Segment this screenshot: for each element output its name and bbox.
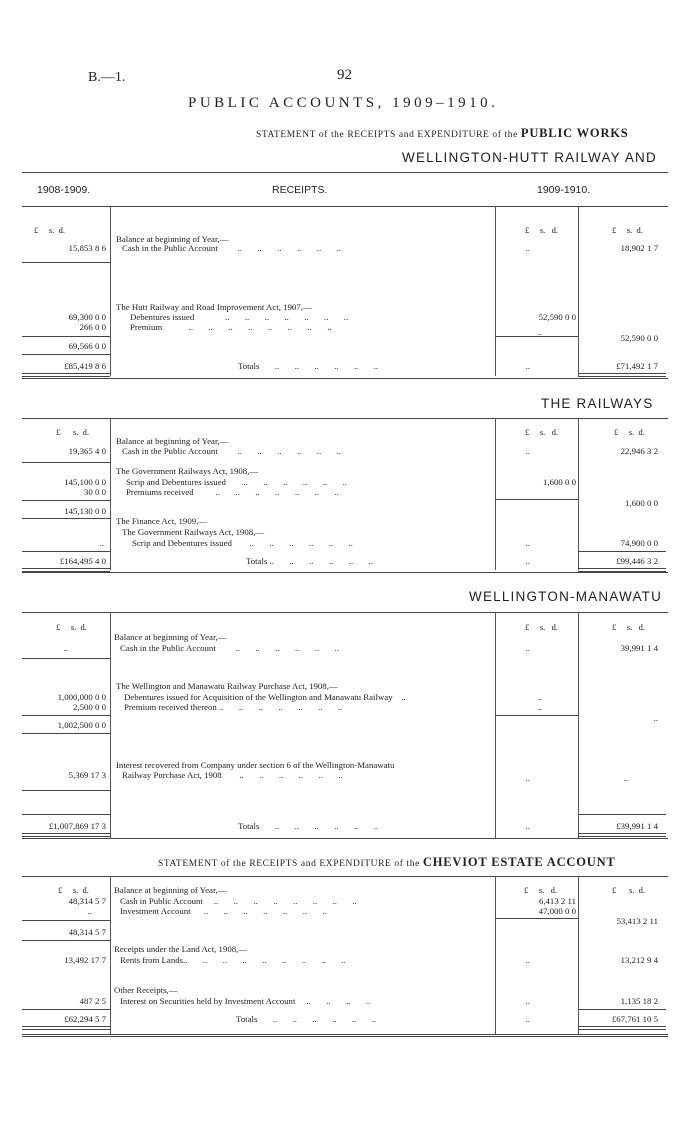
- cell-left-total: £1,007,869 17 3: [48, 821, 106, 831]
- cell-inner: ..: [525, 996, 530, 1006]
- cell-left: 30 0 0: [84, 487, 106, 497]
- row-label: Interest recovered from Company under section 6 of the Wellington-Manawatu: [116, 760, 395, 770]
- page-title: PUBLIC ACCOUNTS, 1909–1910.: [188, 95, 499, 111]
- row-label: Balance at beginning of Year,—: [114, 632, 227, 642]
- row-label: Interest on Securities held by Investment Account .. .. .. ..: [120, 996, 371, 1006]
- cell-left: ..: [87, 906, 92, 916]
- cell-left: 48,314 5 7: [68, 927, 106, 937]
- unit-header-right: £ s. d.: [612, 622, 646, 632]
- cell-left: ..: [99, 538, 104, 548]
- cell-inner: ..: [525, 556, 530, 566]
- unit-header-right: £ s. d.: [612, 885, 646, 895]
- cell-right: 52,590 0 0: [620, 333, 658, 343]
- cell-left: 1,000,000 0 0: [57, 692, 106, 702]
- col-header-receipts: RECEIPTS.: [272, 184, 328, 196]
- cell-inner: 6,413 2 11: [538, 896, 576, 906]
- cell-left: ..: [63, 643, 68, 653]
- cell-inner: ..: [525, 773, 530, 783]
- cell-inner: ..: [537, 327, 542, 337]
- section-title-wellington-manawatu: WELLINGTON-MANAWATU: [469, 589, 663, 604]
- cell-left: 19,365 4 0: [68, 446, 106, 456]
- cell-left-total: £85,419 8 6: [64, 361, 106, 371]
- cell-left: 266 0 0: [79, 322, 106, 332]
- cell-right: 74,900 0 0: [620, 538, 658, 548]
- cell-left: 15,853 8 6: [68, 243, 106, 253]
- row-label: The Government Railways Act, 1908,—: [122, 527, 265, 537]
- row-label: Scrip and Debentures issued .. .. .. .. .. ..: [132, 538, 353, 548]
- row-label: Balance at beginning of Year,—: [114, 885, 227, 895]
- statement-heading-cheviot: STATEMENT of the RECEIPTS and EXPENDITURE of the CHEVIOT ESTATE ACCOUNT: [158, 855, 616, 869]
- cell-inner: ..: [537, 702, 542, 712]
- cell-left: 13,492 17 7: [64, 955, 106, 965]
- cell-left: 69,566 0 0: [68, 341, 106, 351]
- cell-inner: 52,590 0 0: [538, 312, 576, 322]
- cell-inner: 47,000 0 0: [538, 906, 576, 916]
- row-label: The Government Railways Act, 1908,—: [116, 466, 259, 476]
- unit-header-left: £ s. d.: [58, 885, 89, 895]
- row-label: Receipts under the Land Act, 1908,—: [114, 944, 248, 954]
- cell-inner: ..: [537, 692, 542, 702]
- cell-inner: ..: [525, 243, 530, 253]
- cell-inner: ..: [525, 1014, 530, 1024]
- page-ref: B.—1.: [88, 70, 126, 85]
- unit-header-left: £ s. d.: [34, 225, 65, 235]
- cell-right: ..: [623, 773, 628, 783]
- row-label: Cash in the Public Account .. .. .. .. .. ..: [122, 243, 341, 253]
- row-label: Debentures issued for Acquisition of the Wellington and Manawatu Railway ..: [124, 692, 406, 702]
- row-label: Cash in Public Account .. .. .. .. .. .. .. ..: [120, 896, 357, 906]
- row-label: Balance at beginning of Year,—: [116, 234, 229, 244]
- row-label: Cash in the Public Account .. .. .. .. .. ..: [120, 643, 339, 653]
- row-label: Investment Account .. .. .. .. .. .. ..: [120, 906, 327, 916]
- cell-right: 53,413 2 11: [616, 916, 658, 926]
- cell-right: ..: [653, 713, 658, 723]
- totals-label: Totals .. .. .. .. .. ..: [238, 361, 379, 371]
- row-label: The Finance Act, 1909,—: [116, 516, 208, 526]
- cell-left: 145,100 0 0: [64, 477, 106, 487]
- cell-right: 18,902 1 7: [620, 243, 658, 253]
- row-label: Scrip and Debentures issued .. .. .. .. .. ..: [126, 477, 347, 487]
- cell-left-total: £164,495 4 0: [59, 556, 106, 566]
- cell-right: 13,212 9 4: [620, 955, 658, 965]
- row-label: Cash in the Public Account .. .. .. .. .. ..: [122, 446, 341, 456]
- unit-header-left: £ s. d.: [56, 622, 87, 632]
- row-label: Other Receipts,—: [114, 985, 178, 995]
- cell-right-total: £67,761 10 5: [611, 1014, 658, 1024]
- col-header-right-year: 1909-1910.: [537, 184, 591, 196]
- unit-header-inner: £ s. d.: [525, 622, 559, 632]
- cell-left-total: £62,294 5 7: [64, 1014, 106, 1024]
- cell-right: 1,600 0 0: [625, 498, 658, 508]
- unit-header-left: £ s. d.: [56, 427, 90, 437]
- section-title-railways: THE RAILWAYS: [541, 396, 654, 411]
- totals-label: Totals .. .. .. .. .. ..: [236, 1014, 377, 1024]
- cell-left: 69,300 0 0: [68, 312, 106, 322]
- cell-inner: ..: [525, 446, 530, 456]
- row-label: Premiums received .. .. .. .. .. .. ..: [126, 487, 339, 497]
- unit-header-inner: £ s. d.: [525, 427, 559, 437]
- cell-right-total: £71,492 1 7: [616, 361, 658, 371]
- statement-heading: STATEMENT of the RECEIPTS and EXPENDITURE of the PUBLIC WORKS: [256, 126, 629, 140]
- cell-inner: ..: [525, 643, 530, 653]
- unit-header-right: £ s. d.: [614, 427, 645, 437]
- cell-right-total: £99,446 3 2: [616, 556, 658, 566]
- page-number: 92: [337, 67, 352, 83]
- cell-right-total: £39,991 1 4: [616, 821, 658, 831]
- cell-right: 1,135 18 2: [620, 996, 658, 1006]
- totals-label: Totals .. .. .. .. .. ..: [238, 821, 379, 831]
- row-label: Premium received thereon .. .. .. .. .. .. ..: [124, 702, 343, 712]
- cell-left: 5,369 17 3: [68, 770, 106, 780]
- cell-left: 145,130 0 0: [64, 506, 106, 516]
- totals-label: Totals .. .. .. .. .. ..: [246, 556, 373, 566]
- cell-inner: 1,600 0 0: [543, 477, 576, 487]
- unit-header-inner: £ s. d.: [524, 885, 558, 895]
- cell-left: 2,500 0 0: [73, 702, 106, 712]
- cell-inner: ..: [525, 538, 530, 548]
- unit-header-right: £ s. d.: [612, 225, 643, 235]
- col-header-left-year: 1908-1909.: [37, 184, 91, 196]
- cell-inner: ..: [525, 361, 530, 371]
- cell-right: 22,946 3 2: [620, 446, 658, 456]
- row-label: Rents from Lands.. .. .. .. .. .. .. .. ..: [120, 955, 346, 965]
- cell-inner: ..: [525, 821, 530, 831]
- cell-left: 487 2 5: [79, 996, 106, 1006]
- cell-inner: ..: [525, 955, 530, 965]
- cell-left: 1,002,500 0 0: [57, 720, 106, 730]
- row-label: Premium .. .. .. .. .. .. .. ..: [130, 322, 332, 332]
- cell-inner: ..: [537, 492, 542, 502]
- row-label: The Hutt Railway and Road Improvement Act, 1907,—: [116, 302, 312, 312]
- row-label: The Wellington and Manawatu Railway Purchase Act, 1908,—: [116, 681, 338, 691]
- unit-header-inner: £ s. d.: [525, 225, 559, 235]
- row-label: Railway Purchase Act, 1908 .. .. .. .. .. ..: [122, 770, 343, 780]
- row-label: Balance at beginning of Year,—: [116, 436, 229, 446]
- section-title-wellington-hutt: WELLINGTON-HUTT RAILWAY AND: [402, 150, 657, 165]
- cell-right: 39,991 1 4: [620, 643, 658, 653]
- row-label: Debentures issued .. .. .. .. .. .. ..: [130, 312, 349, 322]
- cell-left: 48,314 5 7: [68, 896, 106, 906]
